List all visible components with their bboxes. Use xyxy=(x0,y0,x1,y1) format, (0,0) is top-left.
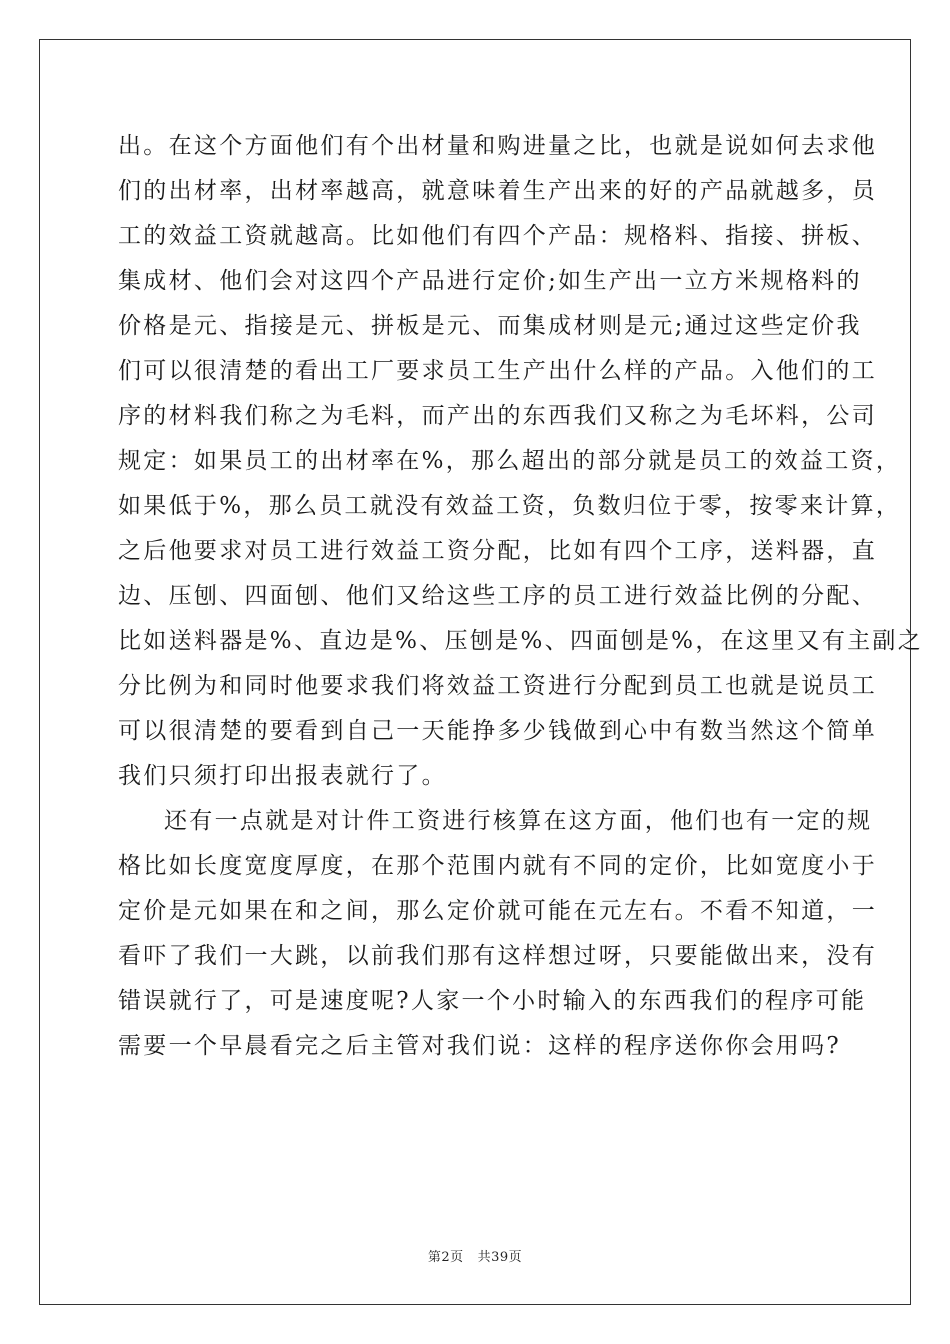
page-total: 共39页 xyxy=(477,1250,523,1265)
text-line: 如果低于%，那么员工就没有效益工资，负数归位于零，按零来计算， xyxy=(118,493,902,519)
text-line: 工的效益工资就越高。比如他们有四个产品：规格料、指接、拼板、 xyxy=(118,223,877,249)
text-line: 们的出材率，出材率越高，就意味着生产出来的好的产品就越多，员 xyxy=(118,178,877,204)
text-line: 错误就行了，可是速度呢?人家一个小时输入的东西我们的程序可能 xyxy=(118,988,867,1014)
text-line: 还有一点就是对计件工资进行核算在这方面，他们也有一定的规 xyxy=(164,808,873,834)
text-line: 比如送料器是%、直边是%、压刨是%、四面刨是%，在这里又有主副之 xyxy=(118,628,924,654)
text-line: 分比例为和同时他要求我们将效益工资进行分配到员工也就是说员工 xyxy=(118,673,877,699)
text-line: 我们只须打印出报表就行了。 xyxy=(118,763,447,789)
text-line: 规定：如果员工的出材率在%，那么超出的部分就是员工的效益工资， xyxy=(118,448,902,474)
text-line: 们可以很清楚的看出工厂要求员工生产出什么样的产品。入他们的工 xyxy=(118,358,877,384)
text-line: 格比如长度宽度厚度，在那个范围内就有不同的定价，比如宽度小于 xyxy=(118,853,877,879)
page-footer xyxy=(0,1246,950,1265)
text-line: 定价是元如果在和之间，那么定价就可能在元左右。不看不知道，一 xyxy=(118,898,877,924)
text-line: 之后他要求对员工进行效益工资分配，比如有四个工序，送料器，直 xyxy=(118,538,877,564)
text-line: 集成材、他们会对这四个产品进行定价;如生产出一立方米规格料的 xyxy=(118,268,862,294)
text-line: 看吓了我们一大跳，以前我们那有这样想过呀，只要能做出来，没有 xyxy=(118,943,877,969)
text-line: 需要一个早晨看完之后主管对我们说：这样的程序送你你会用吗? xyxy=(118,1033,842,1059)
text-line: 可以很清楚的要看到自己一天能挣多少钱做到心中有数当然这个简单 xyxy=(118,718,877,744)
text-line: 出。在这个方面他们有个出材量和购进量之比，也就是说如何去求他 xyxy=(118,133,877,159)
text-line: 边、压刨、四面刨、他们又给这些工序的员工进行效益比例的分配、 xyxy=(118,583,877,609)
text-line: 价格是元、指接是元、拼板是元、而集成材则是元;通过这些定价我 xyxy=(118,313,862,339)
text-line: 序的材料我们称之为毛料，而产出的东西我们又称之为毛坏料，公司 xyxy=(118,403,877,429)
page-number: 第2页 xyxy=(427,1250,464,1265)
